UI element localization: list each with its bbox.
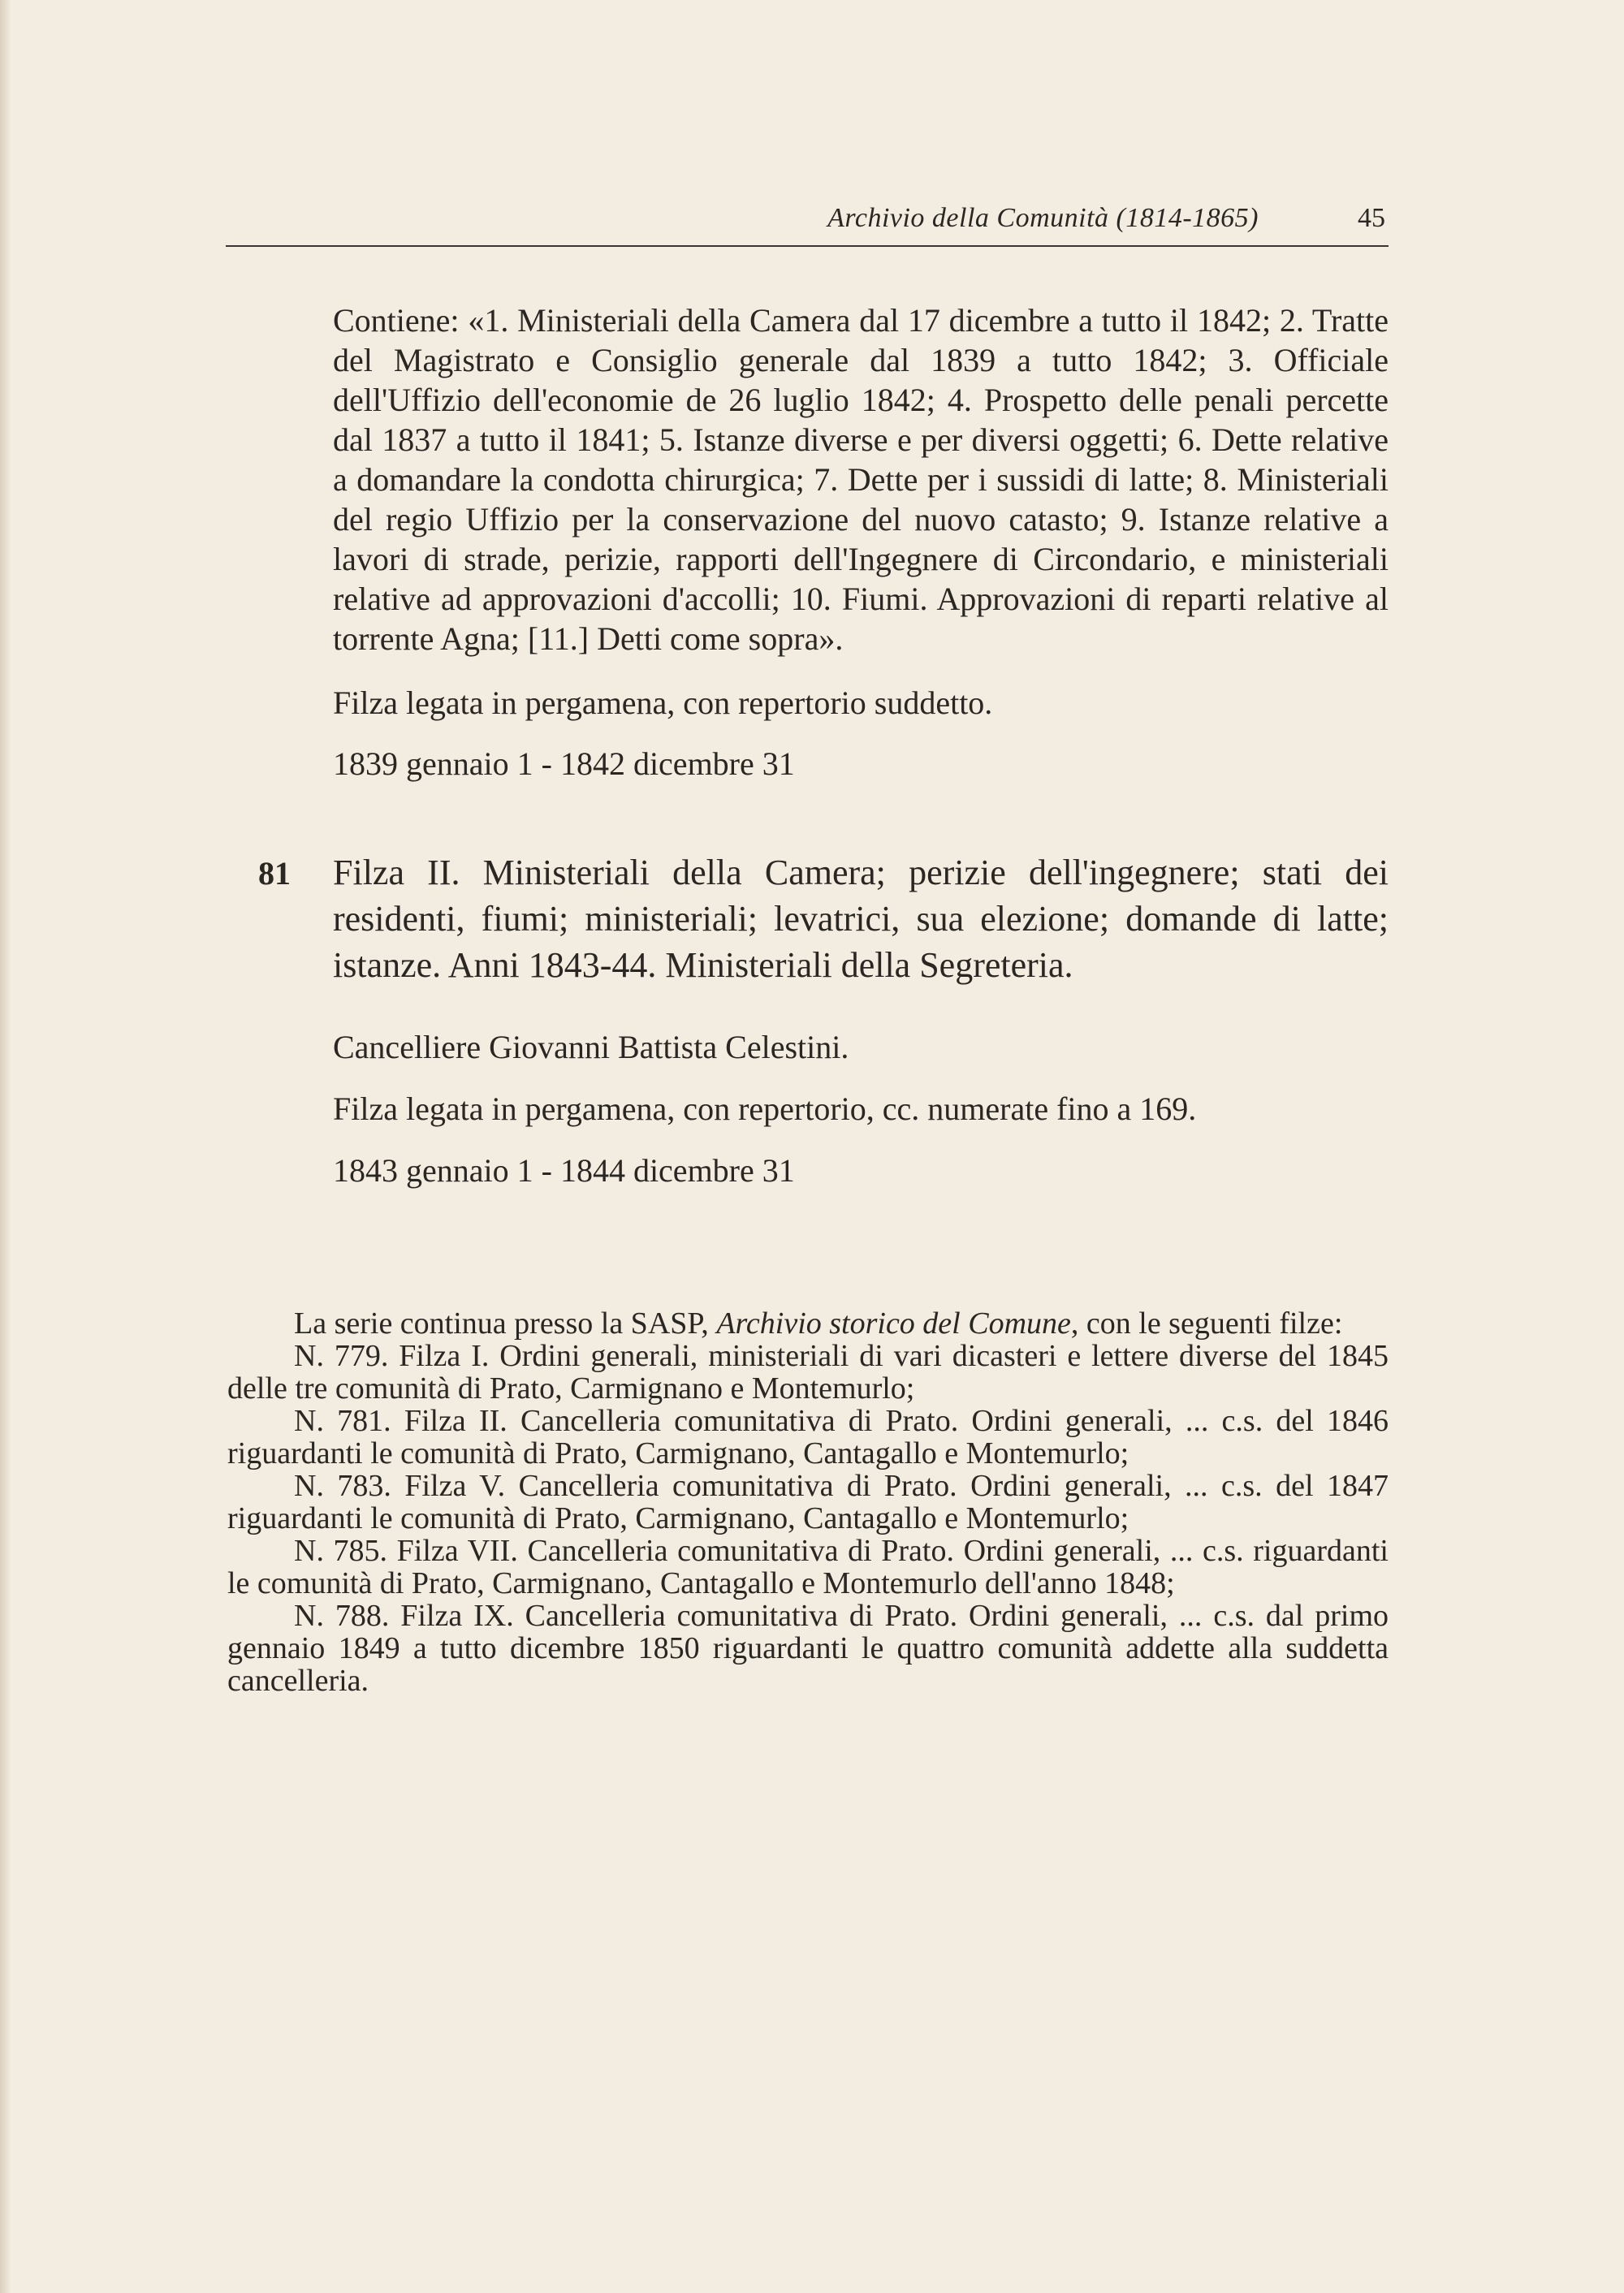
running-head <box>226 201 1389 247</box>
page-number: 45 <box>1358 203 1385 233</box>
note-item: N. 781. Filza II. Cancelleria comunitativa di Prato. Ordini generali, ... c.s. del 1846 riguardanti le comunità di Prato, Carmignano, Cantagallo e Montemurlo; <box>227 1404 1389 1470</box>
running-title: Archivio della Comunità (1814-1865) <box>827 203 1259 233</box>
entry-81-chancellor: Cancelliere Giovanni Battista Celestini. <box>333 1029 849 1065</box>
note-intro <box>227 1307 1389 1340</box>
contents-text: Contiene: «1. Ministeriali della Camera dal 17 dicembre a tutto il 1842; 2. Tratte del Magistrato e Consiglio generale dal 1839 a tutto 1842; 3. Officiale dell'Uffizio dell'economie de 26 luglio 1842; 4. Prospetto delle penali percette dal 1837 a tutto il 1841; 5. Istanze diverse e per diversi oggetti; 6. Dette relative a domandare la condotta chirurgica; 7. Dette per i sussidi di latte; 8. Ministeriali del regio Uffizio per la conservazione del nuovo catasto; 9. Istanze relative a lavori di strade, perizie, rapporti dell'Ingegnere di Circondario, e ministeriali relative ad approvazioni d'accolli; 10. Fiumi. Approvazioni di reparti relative al torrente Agna; [11.] Detti come sopra». <box>333 302 1389 657</box>
entry-81-number: 81 <box>258 855 291 892</box>
entry-81-description: Filza legata in pergamena, con repertorio, cc. numerate fino a 169. <box>333 1090 1197 1127</box>
note-item: N. 779. Filza I. Ordini generali, ministeriali di vari dicasteri e lettere diverse del 1845 delle tre comunità di Prato, Carmignano e Montemurlo; <box>227 1339 1389 1406</box>
series-note <box>227 1307 1389 1697</box>
note-intro-text: La serie continua presso la SASP, <box>294 1306 717 1341</box>
note-item: N. 785. Filza VII. Cancelleria comunitativa di Prato. Ordini generali, ... c.s. riguardanti le comunità di Prato, Carmignano, Cantagallo e Montemurlo dell'anno 1848; <box>227 1534 1389 1600</box>
page-edge <box>0 0 11 2293</box>
note-intro-archive-title: Archivio storico del Comune <box>716 1306 1071 1341</box>
note-intro-tail: , con le seguenti filze: <box>1070 1306 1343 1341</box>
entry-81-dates: 1843 gennaio 1 - 1844 dicembre 31 <box>333 1152 795 1189</box>
entry-80-dates: 1839 gennaio 1 - 1842 dicembre 31 <box>333 745 795 782</box>
note-item: N. 783. Filza V. Cancelleria comunitativa di Prato. Ordini generali, ... c.s. del 1847 riguardanti le comunità di Prato, Carmignano, Cantagallo e Montemurlo; <box>227 1469 1389 1535</box>
note-item: N. 788. Filza IX. Cancelleria comunitativa di Prato. Ordini generali, ... c.s. dal primo gennaio 1849 a tutto dicembre 1850 riguardanti le quattro comunità addette alla suddetta cancelleria. <box>227 1599 1389 1698</box>
entry-80-contents <box>333 300 1389 659</box>
entry-81-title: Filza II. Ministeriali della Camera; perizie dell'ingegnere; stati dei residenti, fiumi; ministeriali; levatrici, sua elezione; domande di latte; istanze. Anni 1843-44. Ministeriali della Segreteria. <box>333 853 1389 985</box>
entry-80-description: Filza legata in pergamena, con repertorio suddetto. <box>333 684 993 721</box>
